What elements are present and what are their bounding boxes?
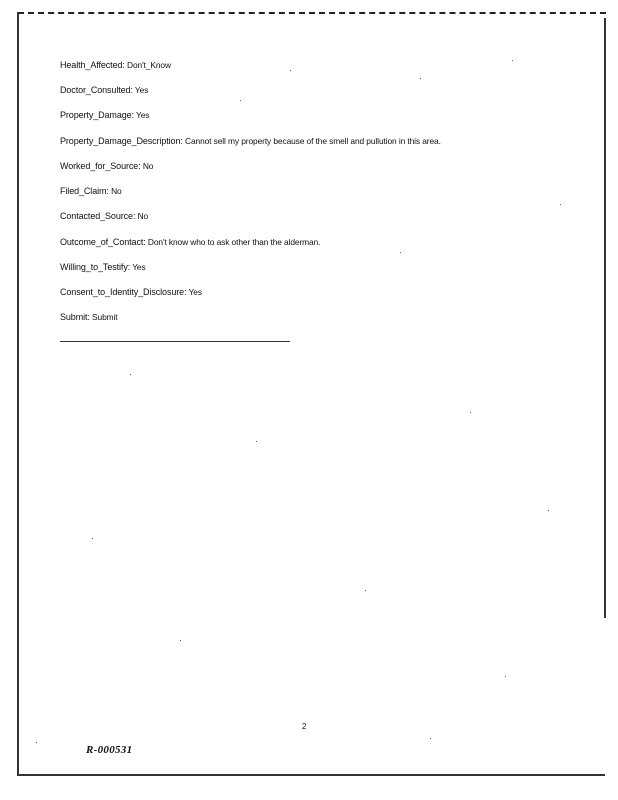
page-number: 2 — [302, 722, 307, 731]
scan-border-right — [604, 18, 606, 618]
field-property-damage-description — [60, 136, 441, 147]
field-submit — [60, 312, 118, 323]
field-label: Consent_to_Identity_Disclosure: — [60, 287, 187, 297]
scan-speck — [420, 78, 421, 79]
field-value: Yes — [132, 262, 146, 272]
scan-speck — [470, 412, 471, 413]
field-property-damage — [60, 110, 149, 121]
scan-border-top — [18, 12, 606, 14]
field-label: Submit: — [60, 312, 90, 322]
scan-speck — [400, 252, 401, 253]
horizontal-rule — [60, 341, 290, 342]
scan-speck — [505, 676, 506, 677]
field-worked-for-source — [60, 161, 153, 172]
field-label: Outcome_of_Contact: — [60, 237, 146, 247]
field-value: No — [111, 186, 122, 196]
scan-speck — [290, 70, 291, 71]
field-label: Health_Affected: — [60, 60, 125, 70]
scan-speck — [240, 100, 241, 101]
scan-speck — [92, 538, 93, 539]
field-label: Property_Damage_Description: — [60, 136, 183, 146]
field-value: Don't_Know — [127, 60, 171, 70]
bates-number: R-000531 — [86, 744, 133, 756]
field-value: Yes — [136, 110, 150, 120]
field-doctor-consulted — [60, 85, 148, 96]
scan-border-bottom — [17, 774, 605, 776]
field-label: Willing_to_Testify: — [60, 262, 131, 272]
scan-speck — [365, 590, 366, 591]
field-contacted-source — [60, 211, 148, 222]
scan-speck — [512, 60, 513, 61]
field-value: Submit — [92, 312, 118, 322]
scan-speck — [430, 738, 431, 739]
scan-speck — [36, 742, 37, 743]
field-health-affected — [60, 60, 171, 71]
scan-speck — [560, 204, 561, 205]
field-value: Yes — [188, 287, 202, 297]
field-label: Contacted_Source: — [60, 211, 136, 221]
field-consent-identity-disclosure — [60, 287, 202, 298]
field-outcome-of-contact — [60, 237, 320, 248]
field-filed-claim — [60, 186, 122, 197]
field-value: Don't know who to ask other than the alderman. — [147, 237, 321, 247]
field-label: Doctor_Consulted: — [60, 85, 133, 95]
scan-speck — [548, 510, 549, 511]
field-value: No — [137, 211, 149, 221]
scan-speck — [256, 441, 257, 442]
scan-speck — [130, 374, 131, 375]
field-label: Worked_for_Source: — [60, 161, 141, 171]
field-willing-to-testify — [60, 262, 146, 273]
field-label: Property_Damage: — [60, 110, 134, 120]
field-value: Cannot sell my property because of the smell and pullution in this area. — [185, 136, 441, 146]
field-value: Yes — [134, 85, 149, 95]
field-label: Filed_Claim: — [60, 186, 109, 196]
field-value: No — [142, 161, 154, 171]
scan-border-left — [17, 12, 19, 775]
scan-speck — [180, 640, 181, 641]
